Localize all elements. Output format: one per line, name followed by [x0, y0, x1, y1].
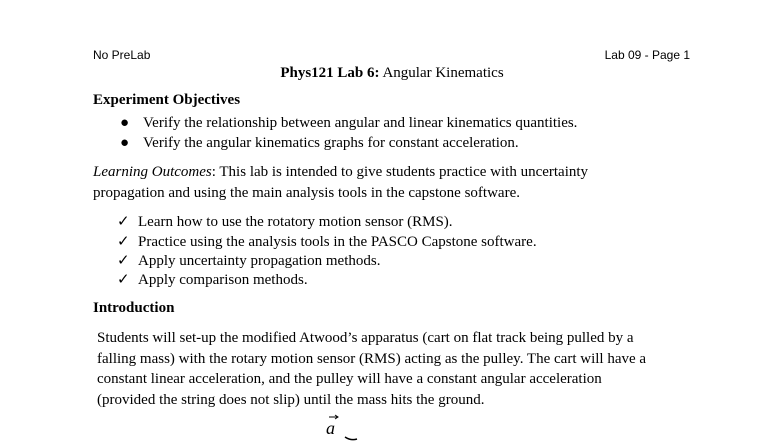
title-topic: Angular Kinematics — [379, 65, 504, 81]
checkmark-icon: ✓ — [117, 253, 130, 269]
outcome-text: Apply uncertainty propagation methods. — [138, 253, 381, 269]
page-title — [0, 65, 784, 82]
introduction-line: falling mass) with the rotary motion sensor (RMS) acting as the pulley. The cart will have a — [97, 350, 647, 367]
objective-text: Verify the relationship between angular and linear kinematics quantities. — [143, 115, 578, 131]
outcome-text: Practice using the analysis tools in the PASCO Capstone software. — [138, 234, 537, 250]
bullet-icon: ● — [120, 135, 130, 151]
introduction-line: Students will set-up the modified Atwood’s apparatus (cart on flat track being pulled by a — [97, 330, 634, 346]
acceleration-vector-label: a — [326, 418, 335, 438]
outcome-text: Learn how to use the rotatory motion sensor (RMS). — [138, 214, 453, 230]
checkmark-icon: ✓ — [117, 214, 130, 230]
introduction-line: constant linear acceleration, and the pulley will have a constant angular acceleration — [97, 371, 602, 387]
introduction-line: (provided the string does not slip) until the mass hits the ground. — [97, 391, 485, 408]
bullet-icon: ● — [120, 115, 130, 131]
header-right: Lab 09 - Page 1 — [604, 48, 690, 62]
figure-fragment — [344, 430, 358, 441]
learning-outcomes-text-2: propagation and using the main analysis tools in the capstone software. — [93, 184, 520, 201]
title-course: Phys121 Lab 6: — [280, 65, 380, 81]
outcome-text: Apply comparison methods. — [138, 272, 308, 288]
header-left: No PreLab — [93, 48, 151, 62]
checkmark-icon: ✓ — [117, 272, 130, 288]
introduction-paragraph — [97, 328, 717, 410]
objective-text: Verify the angular kinematics graphs for constant acceleration. — [143, 135, 519, 151]
checkmark-icon: ✓ — [117, 234, 130, 250]
objectives-heading: Experiment Objectives — [93, 92, 241, 108]
introduction-heading: Introduction — [93, 300, 175, 316]
learning-outcomes-text: : This lab is intended to give students practice with uncertainty — [211, 164, 589, 180]
learning-outcomes-label: Learning Outcomes — [93, 164, 212, 180]
learning-outcomes-paragraph — [93, 162, 703, 203]
